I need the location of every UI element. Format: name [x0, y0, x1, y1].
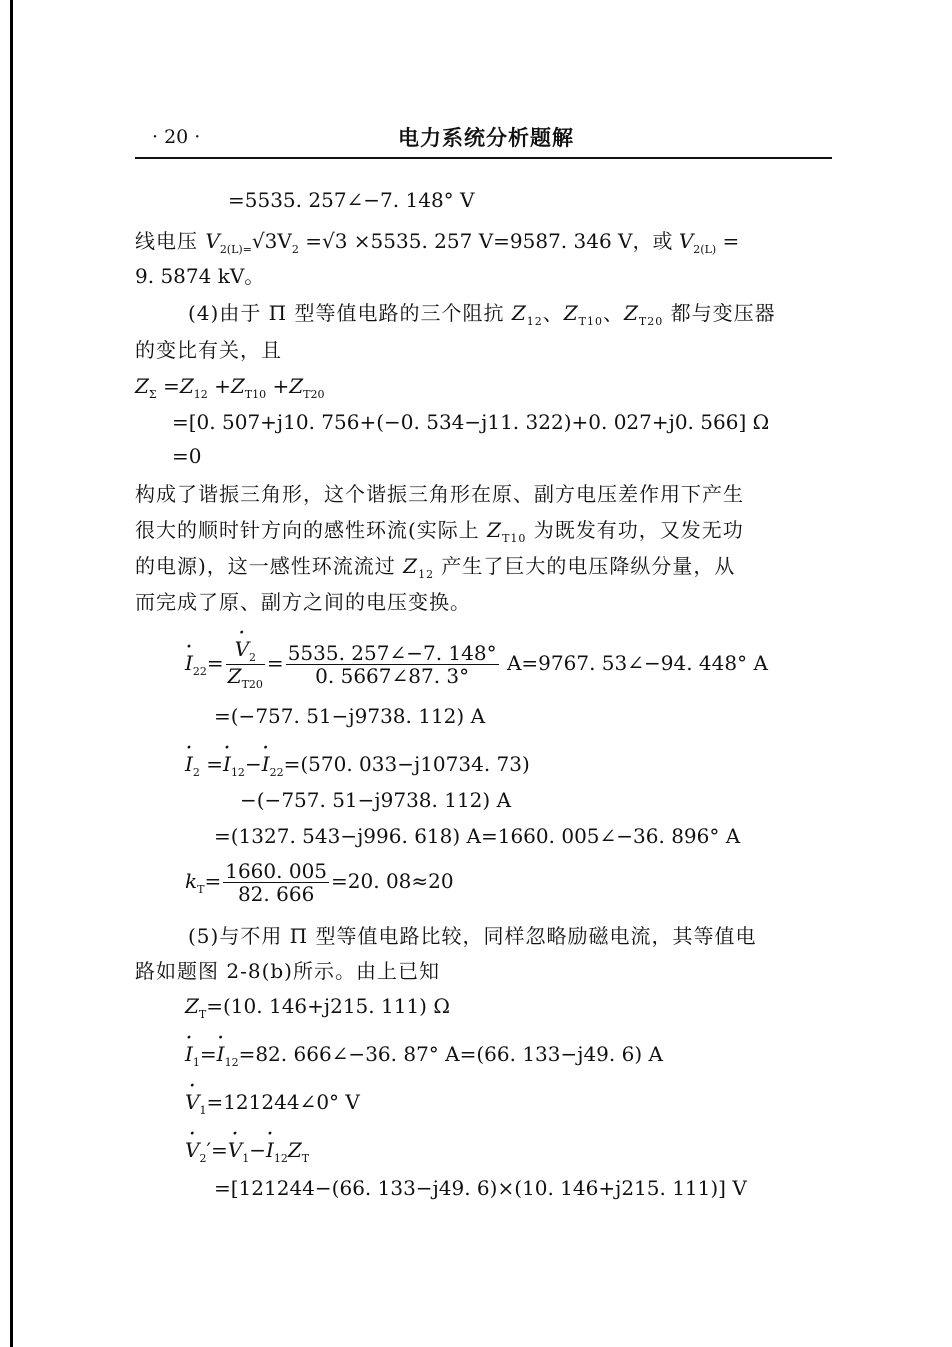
eq-current-I2-cont: −(−757. 51−j9738. 112) A [240, 788, 512, 812]
paragraph-resonance-line-3: 的电源)，这一感性环流流过 $Z_{12}$ 产生了巨大的电压降纵分量，从 [135, 554, 736, 581]
fraction-kT: $\frac{1660. 005}{82. 666}$ [225, 859, 328, 906]
paragraph-resonance-line-2: 很大的顺时针方向的感性环流(实际上 $Z_{T10}$ 为既发有功，又发无功 [135, 518, 744, 545]
eq-impedance-sum-zero: =0 [172, 444, 202, 468]
paragraph-4-line-1: (4)由于 Π 型等值电路的三个阻抗 $Z_{12}$、$Z_{T10}$、$Z_{T20}$ 都与变压器 [188, 301, 776, 328]
paragraph-5-line-1: (5)与不用 Π 型等值电路比较，同样忽略励磁电流，其等值电 [188, 924, 757, 948]
eq-current-I22: · $I_{22}=$ · $\frac{V_2}{Z_{T20}}$ = $\frac{5535. 257\angle-7. 148^\circ}{0. 5667\angle 87. 3^\circ}$ A=9767. 53∠−94. 448° A [185, 638, 768, 691]
line-voltage-sentence: 线电压 $V_{2(L)=}√3V_2 =√3 \times 5535$. 257 V=9587. 346 V，或 $V_{2(L)}$ = [135, 229, 740, 256]
fraction-v2-over-zt20: · $\frac{V_2}{Z_{T20}}$ [226, 638, 265, 691]
fraction-numeric: $\frac{5535. 257\angle-7. 148^\circ}{0. 5667\angle 87. 3^\circ}$ [287, 641, 497, 689]
paragraph-resonance-line-1: 构成了谐振三角形，这个谐振三角形在原、副方电压差作用下产生 [135, 482, 744, 506]
eq-impedance-sum-values: =[0. 507+j10. 756+(−0. 534−j11. 322)+0. 027+j0. 566] Ω [172, 410, 770, 434]
paragraph-resonance-line-4: 而完成了原、副方之间的电压变换。 [135, 590, 471, 614]
eq-voltage-V2-prime: · $V_2'=\cdot V_1-\cdot I_{12}Z_T$ [185, 1140, 309, 1164]
page-edge [10, 0, 13, 1347]
eq-current-I1: · $I_1=\cdot I_{12}=82$. 666∠−36. 87° A=(66. 133−j49. 6) A [185, 1044, 663, 1068]
line-voltage-kv: 9. 5874 kV。 [135, 264, 265, 288]
eq-zt: $Z_T=(10$. 146+j215. 111) Ω [185, 994, 450, 1021]
eq-voltage-V1: · $V_1=121244\angle 0^\circ$ V [185, 1092, 360, 1116]
eq-current-I2: · $I_2 =\cdot I_{12}-\cdot I_{22}=(570$. 033−j10734. 73) [185, 754, 530, 778]
paragraph-5-line-2: 路如题图 2-8(b)所示。由上已知 [135, 959, 440, 983]
eq-phase-voltage-result: =5535. 257∠−7. 148° V [228, 188, 475, 212]
eq-current-I22-rect: =(−757. 51−j9738. 112) A [214, 704, 486, 728]
eq-voltage-V2-prime-expand: =[121244−(66. 133−j49. 6)×(10. 146+j215. 111)] V [214, 1176, 747, 1200]
header-rule [135, 157, 832, 159]
eq-ratio-kT: $k_T=$ $\frac{1660. 005}{82. 666}$ =20. 08≈20 [185, 859, 454, 906]
paragraph-4-line-2: 的变比有关，且 [135, 338, 282, 362]
eq-current-I2-result: =(1327. 543−j996. 618) A=1660. 005∠−36. 896° A [214, 824, 741, 848]
page-number: · 20 · [152, 126, 201, 148]
running-title: 电力系统分析题解 [398, 125, 574, 150]
eq-impedance-sum: $Z_\Sigma =Z_{12} +Z_{T10} +Z_{T20}$ [135, 374, 325, 401]
